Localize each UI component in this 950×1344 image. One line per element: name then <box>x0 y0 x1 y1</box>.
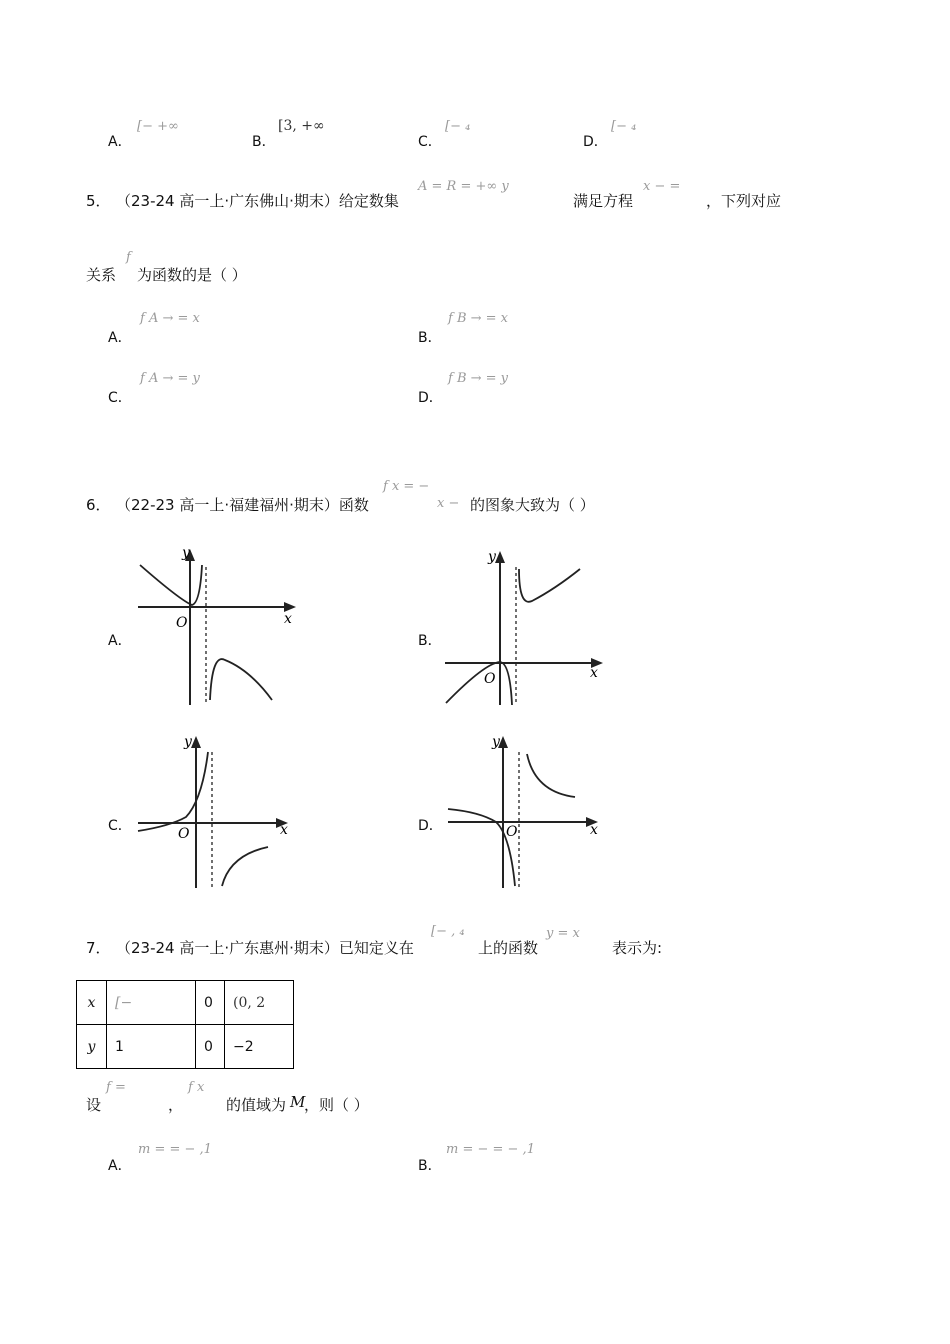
y-axis-label: y <box>184 734 192 750</box>
q7-math-func: y = x <box>546 926 580 941</box>
q5-math-equation: x − = <box>643 179 681 194</box>
y-axis-label: y <box>492 734 500 750</box>
table-cell: 1 <box>107 1025 196 1069</box>
curve-left <box>448 809 515 886</box>
q6-math-numerator: f x = − <box>383 479 430 494</box>
x-axis-label: x <box>590 665 598 681</box>
q5-option-b-math: f B → = x <box>448 311 509 326</box>
q7-text-mid: 上的函数 <box>478 939 539 957</box>
q6-graph-c <box>130 730 300 895</box>
curve-right <box>222 847 268 886</box>
q4-option-d-label: D． <box>583 134 608 150</box>
y-axis-label: y <box>488 549 496 565</box>
q6-source: （22-23 高一上·福建福州·期末）函数 <box>116 496 369 514</box>
q5-math-set: A = R = +∞ y <box>418 179 509 194</box>
q4-option-b-label: B． <box>252 134 276 150</box>
q7-text-end: 表示为: <box>612 939 663 957</box>
q4-option-b-math-visible: [3, +∞ <box>278 118 325 134</box>
q5-option-a-label: A． <box>108 330 132 346</box>
q4-option-a-label: A． <box>108 134 132 150</box>
origin-label: O <box>484 671 496 687</box>
q7-option-b-label: B． <box>418 1158 442 1174</box>
q5-math-f: f <box>126 250 131 265</box>
q7-math-a: f = <box>106 1080 126 1095</box>
curve-left <box>138 752 208 831</box>
curve-left <box>446 662 512 705</box>
x-axis-label: x <box>280 822 288 838</box>
table-row <box>77 981 294 1025</box>
q5-text-end: ，下列对应 <box>706 192 782 210</box>
q6-graph-b <box>440 545 610 710</box>
q5-option-a-math: f A → = x <box>140 311 200 326</box>
table-cell: (0, 2 <box>225 981 294 1025</box>
curve-right <box>519 569 580 602</box>
q4-option-a-math: [− +∞ <box>137 119 179 134</box>
q6-graph-a <box>130 545 300 710</box>
table-cell-head: y <box>77 1025 107 1069</box>
y-axis-label: y <box>182 545 190 561</box>
q7-math-interval: [− , ₄ <box>431 924 465 939</box>
q4-option-d-math: [− ₄ <box>611 119 637 134</box>
q7-line-end: ，则（ ） <box>304 1096 369 1114</box>
table-cell: 0 <box>196 981 225 1025</box>
q5-line2-start: 关系 <box>86 266 117 284</box>
q7-source: （23-24 高一上·广东惠州·期末）已知定义在 <box>116 939 414 957</box>
q6-graph-b-label: B． <box>418 633 442 649</box>
q6-graph-d-label: D． <box>418 818 443 834</box>
q5-number: 5． <box>86 192 111 210</box>
q7-math-b: f x <box>188 1080 205 1095</box>
q5-option-b-label: B． <box>418 330 442 346</box>
x-axis-label: x <box>284 611 292 627</box>
origin-label: O <box>178 826 190 842</box>
table-cell-head: x <box>77 981 107 1025</box>
q6-number: 6． <box>86 496 111 514</box>
q5-source: （23-24 高一上·广东佛山·期末）给定数集 <box>116 192 399 210</box>
q7-option-b-math: m = − = − ,1 <box>446 1142 535 1157</box>
q7-comma: ， <box>168 1096 184 1114</box>
y-axis-arrow <box>495 551 505 563</box>
q7-option-a-label: A． <box>108 1158 132 1174</box>
q7-number: 7． <box>86 939 111 957</box>
table-cell: [− <box>107 981 196 1025</box>
q7-value-table <box>76 980 294 1069</box>
q7-option-a-math: m = = − ,1 <box>138 1142 212 1157</box>
curve-left <box>140 565 202 605</box>
origin-label: O <box>176 615 188 631</box>
q5-option-c-math: f A → = y <box>140 371 200 386</box>
q5-text-mid: 满足方程 <box>573 192 634 210</box>
curve-right <box>210 659 272 700</box>
table-cell: −2 <box>225 1025 294 1069</box>
q7-line-mid: 的值域为 <box>226 1096 287 1114</box>
q5-option-c-label: C． <box>108 390 132 406</box>
q6-math-denominator: x − <box>437 496 460 511</box>
table-row <box>77 1025 294 1069</box>
q5-option-d-label: D． <box>418 390 443 406</box>
x-axis-label: x <box>590 822 598 838</box>
q5-line2-end: 为函数的是（ ） <box>137 266 247 284</box>
q7-M: M <box>290 1093 306 1111</box>
q6-graph-c-label: C． <box>108 818 132 834</box>
origin-label: O <box>506 824 518 840</box>
q6-text-end: 的图象大致为（ ） <box>470 496 595 514</box>
q4-option-c-label: C． <box>418 134 442 150</box>
y-axis-arrow <box>191 736 201 748</box>
q6-graph-a-label: A． <box>108 633 132 649</box>
q5-option-d-math: f B → = y <box>448 371 509 386</box>
table-cell: 0 <box>196 1025 225 1069</box>
q6-graph-d <box>440 730 610 895</box>
q7-line-start: 设 <box>86 1096 102 1114</box>
q4-option-c-math: [− ₄ <box>445 119 471 134</box>
curve-right <box>527 754 575 797</box>
